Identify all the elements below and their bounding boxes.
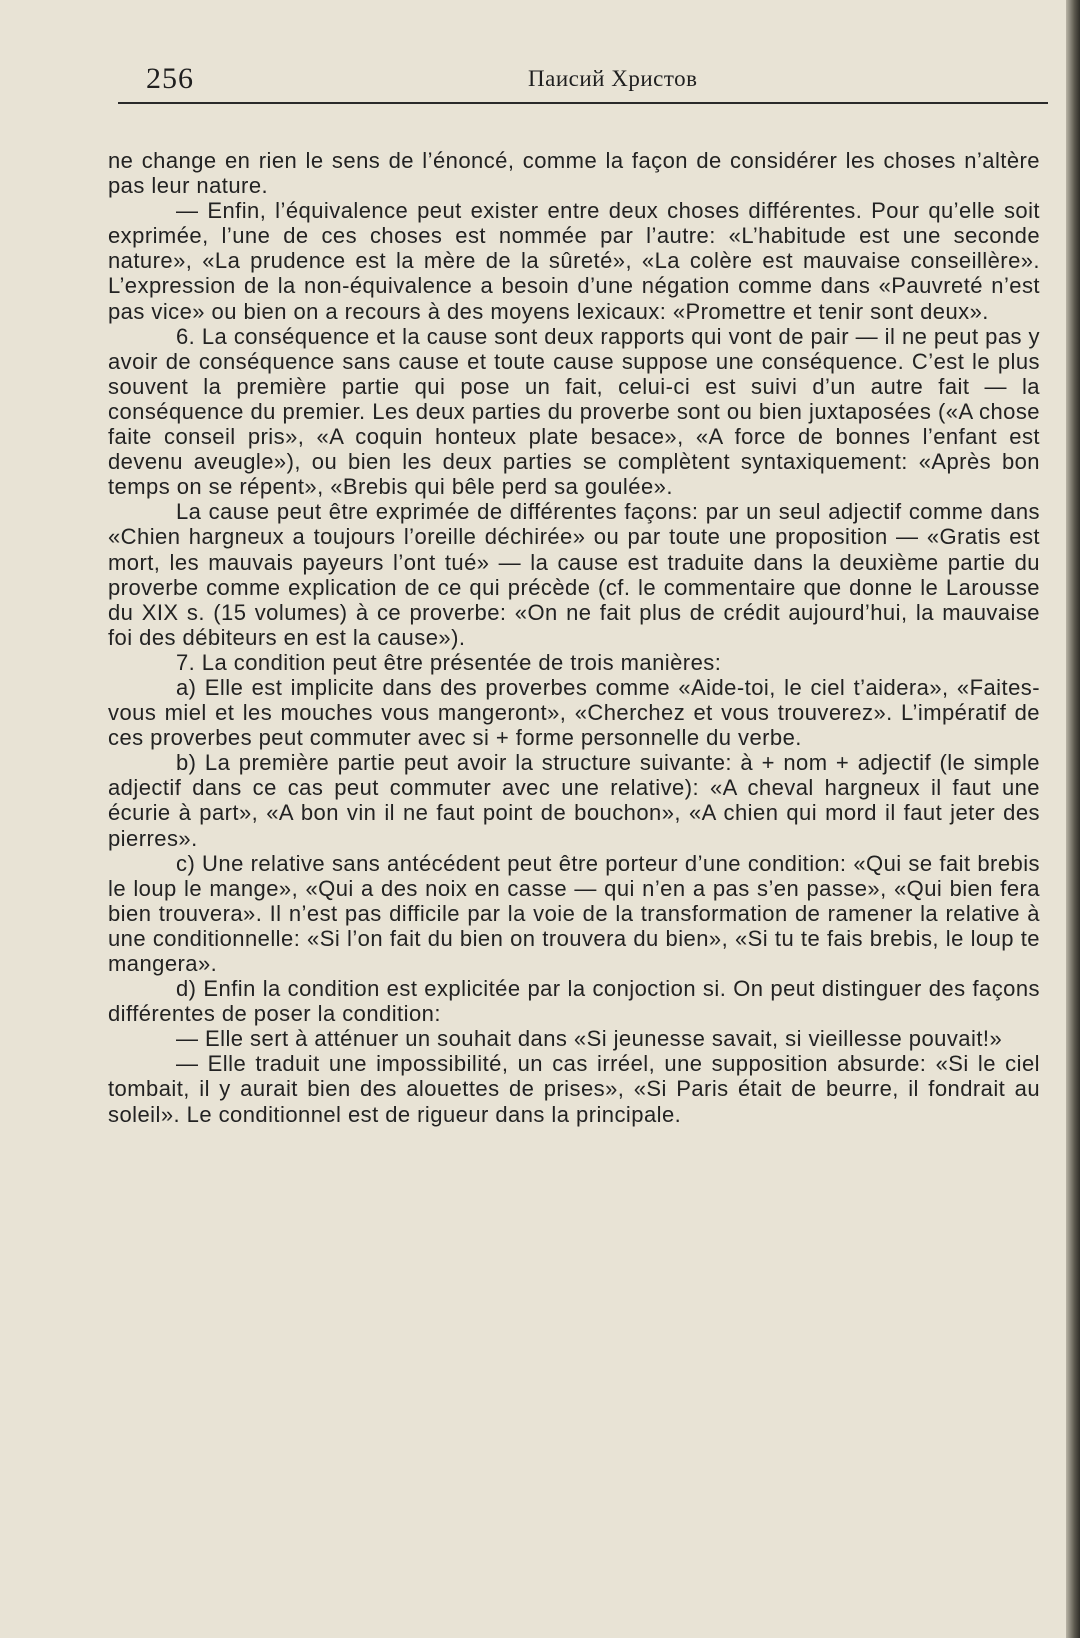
paragraph-wish: — Elle sert à atténuer un souhait dans «Si jeunesse savait, si vieillesse pouvait!» <box>176 1026 1003 1052</box>
paragraph-impossibility: — Elle traduit une impossibilité, un cas irréel, une supposition absurde: «Si le ciel tombait, il y aurait bien des alouettes de prises», «Si Paris était de beurre, il fondrait au soleil». Le conditionnel est de rigueur dans la principale. <box>108 1051 1040 1127</box>
paragraph-equivalence: — Enfin, l’équivalence peut exister entre deux choses différentes. Pour qu’elle soit exprimée, l’une de ces choses est nommée par l’autre: «L’habitude est une seconde nature», «La prudence est la mère de la sûreté», «La colère est mauvaise conseillère». L’expression de la non-équivalence a besoin d’une négation comme dans «Pauvreté n’est pas vice» ou bien on a recours à des moyens lexicaux: «Promettre et tenir sont deux». <box>108 198 1040 324</box>
page-edge-shadow <box>1066 0 1080 1638</box>
paragraph-condition-d: d) Enfin la condition est explicitée par la conjoction si. On peut distinguer des façons différentes de poser la condition: <box>108 976 1040 1027</box>
page-number: 256 <box>146 62 194 95</box>
running-title: Паисий Христов <box>528 66 698 91</box>
paragraph-continuation: ne change en rien le sens de l’énoncé, comme la façon de considérer les choses n’altère pas leur nature. <box>108 148 1040 199</box>
paragraph-condition-heading: 7. La condition peut être présentée de trois manières: <box>176 649 722 675</box>
paragraph-consequence: 6. La conséquence et la cause sont deux rapports qui vont de pair — il ne peut pas y avoir de conséquence sans cause et toute cause suppose une conséquence. C’est le plus souvent la première partie qui pose un fait, celui-ci est suivi d’un autre fait — la conséquence du premier. Les deux parties du proverbe sont ou bien juxtaposées («A chose faite conseil pris», «A coquin honteux plate besace», «A force de bonnes l’enfant est devenu aveugle»), ou bien les deux parties se complètent syntaxiquement: «Après bon temps on se répent», «Brebis qui bêle perd sa goulée». <box>108 323 1040 500</box>
paragraph-condition-a: a) Elle est implicite dans des proverbes comme «Aide-toi, le ciel t’aidera», «Faites-vous miel et les mouches vous mangeront», «Cherchez et vous trouverez». L’impératif de ces proverbes peut commuter avec si + forme personnelle du verbe. <box>108 674 1040 751</box>
paragraph-cause: La cause peut être exprimée de différentes façons: par un seul adjectif comme dans «Chien hargneux a toujours l’oreille déchirée» ou par toute une proposition — «Gratis est mort, les mauvais payeurs l’ont tué» — la cause est traduite dans la deuxième partie du proverbe comme explication de ce qui précède (cf. le commentaire que donne le Larousse du XIX s. (15 volumes) à ce proverbe: «On ne fait plus de crédit aujourd’hui, la mauvaise foi des débiteurs en est la cause»). <box>108 499 1040 650</box>
running-head <box>118 62 1048 104</box>
body-text <box>108 148 1040 1127</box>
paragraph-condition-b: b) La première partie peut avoir la structure suivante: à + nom + adjectif (le simple adjectif dans ce cas peut commuter avec une relative): «A cheval hargneux il faut une écurie à part», «A bon vin il ne faut point de bouchon», «A chien qui mord il faut jeter des pierres». <box>108 750 1040 851</box>
paragraph-condition-c: c) Une relative sans antécédent peut être porteur d’une condition: «Qui se fait brebis le loup le mange», «Qui a des noix en casse — qui n’en a pas s’en passe», «Qui bien fera bien trouvera». Il n’est pas difficile par la voie de la transformation de ramener la relative à une conditionnelle: «Si l’on fait du bien on trouvera du bien», «Si tu te fais brebis, le loup te mangera». <box>108 850 1040 976</box>
